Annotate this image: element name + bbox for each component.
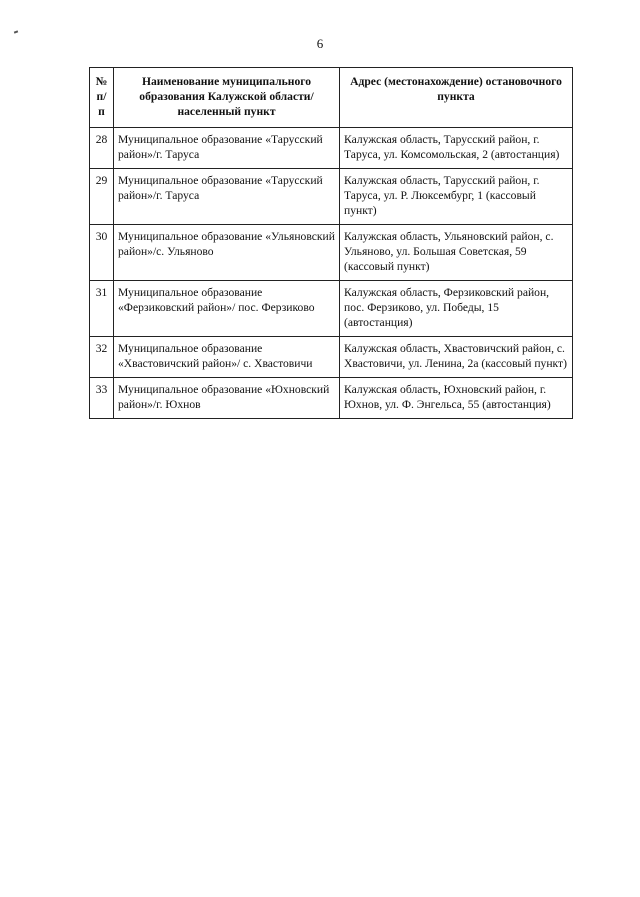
- row-municipality: Муниципальное образование «Юхновский район»/г. Юхнов: [114, 378, 340, 419]
- table-row: [90, 281, 573, 337]
- row-address: Калужская область, Тарусский район, г. Таруса, ул. Р. Люксембург, 1 (кассовый пункт): [340, 169, 573, 225]
- row-number: 30: [90, 225, 114, 281]
- row-address: Калужская область, Тарусский район, г. Таруса, ул. Комсомольская, 2 (автостанция): [340, 128, 573, 169]
- row-address: Калужская область, Хвастовичский район, с. Хвастовичи, ул. Ленина, 2а (кассовый пункт): [340, 337, 573, 378]
- row-municipality: Муниципальное образование «Ферзиковский район»/ пос. Ферзиково: [114, 281, 340, 337]
- page-number: 6: [316, 36, 324, 51]
- header-number: № п/п: [90, 68, 114, 128]
- row-number: 31: [90, 281, 114, 337]
- row-address: Калужская область, Ульяновский район, с. Ульяново, ул. Большая Советская, 59 (кассовый пункт): [340, 225, 573, 281]
- row-address: Калужская область, Юхновский район, г. Юхнов, ул. Ф. Энгельса, 55 (автостанция): [340, 378, 573, 419]
- row-number: 32: [90, 337, 114, 378]
- header-municipality: Наименование муниципального образования Калужской области/населенный пункт: [114, 68, 340, 128]
- row-municipality: Муниципальное образование «Тарусский район»/г. Таруса: [114, 169, 340, 225]
- table-row: [90, 128, 573, 169]
- header-address: Адрес (местонахождение) остановочного пункта: [340, 68, 573, 128]
- scan-artifact: [14, 30, 18, 33]
- row-number: 33: [90, 378, 114, 419]
- table-row: [90, 225, 573, 281]
- table-header-row: [90, 68, 573, 128]
- table-row: [90, 337, 573, 378]
- row-municipality: Муниципальное образование «Хвастовичский район»/ с. Хвастовичи: [114, 337, 340, 378]
- table-row: [90, 169, 573, 225]
- bus-stops-table: [89, 67, 573, 419]
- table-row: [90, 378, 573, 419]
- row-number: 29: [90, 169, 114, 225]
- row-municipality: Муниципальное образование «Ульяновский район»/с. Ульяново: [114, 225, 340, 281]
- row-municipality: Муниципальное образование «Тарусский район»/г. Таруса: [114, 128, 340, 169]
- row-address: Калужская область, Ферзиковский район, пос. Ферзиково, ул. Победы, 15 (автостанция): [340, 281, 573, 337]
- row-number: 28: [90, 128, 114, 169]
